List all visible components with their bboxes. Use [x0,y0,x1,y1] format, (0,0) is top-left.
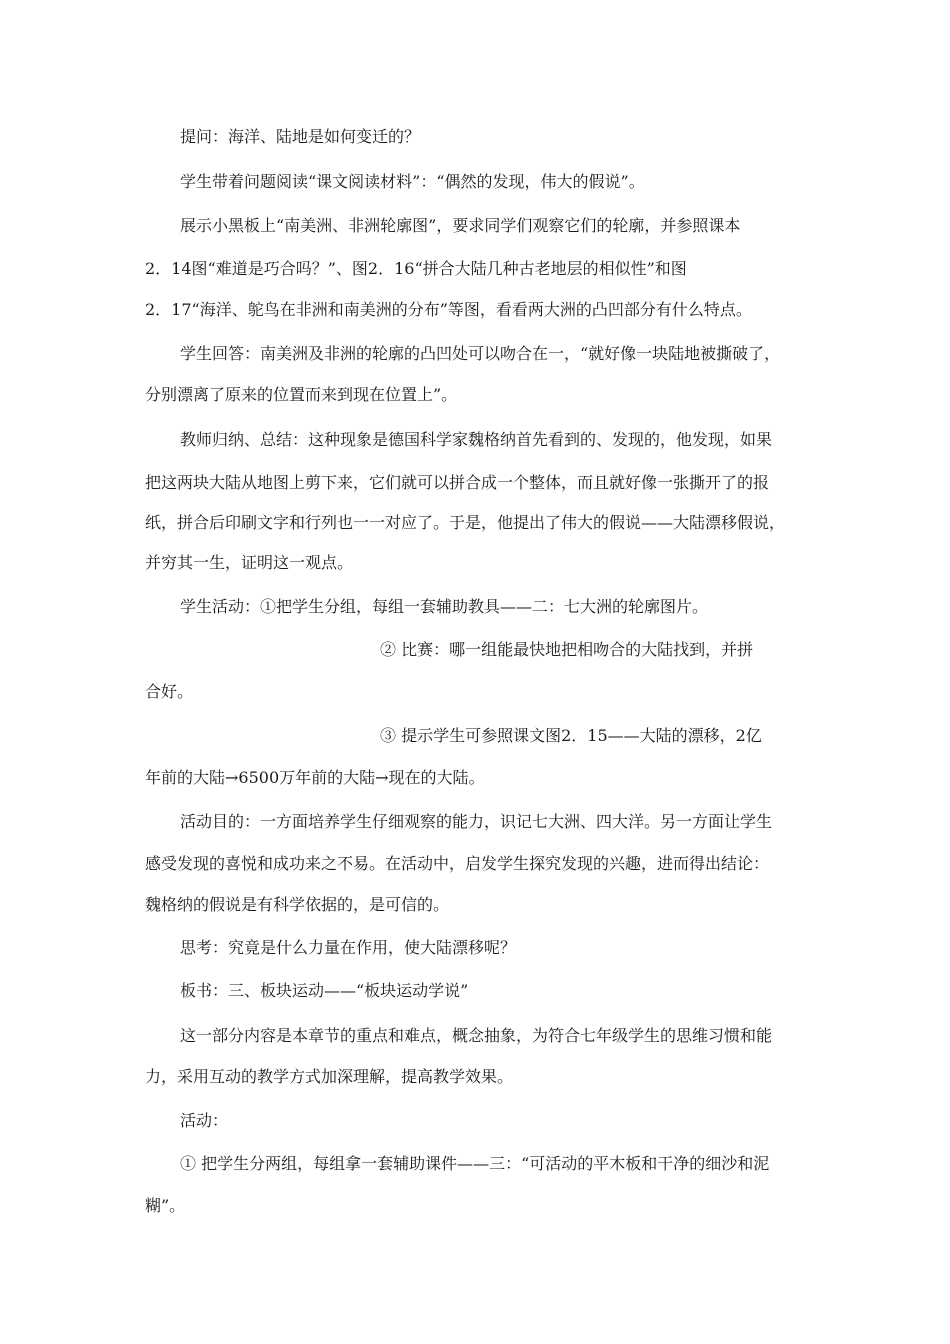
paragraph-answer-line-2: 分别漂离了原来的位置而来到现在位置上”。 [145,385,458,404]
paragraph-hint-line-1: ③ 提示学生可参照课文图2．15——大陆的漂移，2亿 [380,726,762,745]
paragraph-show-line-1: 展示小黑板上“南美洲、非洲轮廓图”，要求同学们观察它们的轮廓，并参照课本 [180,216,741,235]
paragraph-contest-line-2: 合好。 [145,682,194,701]
paragraph-reading: 学生带着问题阅读“课文阅读材料”：“偶然的发现，伟大的假说”。 [180,172,645,191]
paragraph-purpose-line-1: 活动目的：一方面培养学生仔细观察的能力，识记七大洲、四大洋。另一方面让学生 [180,812,773,831]
paragraph-summary-line-4: 并穷其一生，证明这一观点。 [145,553,354,572]
paragraph-show-line-3: 2．17“海洋、鸵鸟在非洲和南美洲的分布”等图，看看两大洲的凸凹部分有什么特点。 [145,300,752,319]
paragraph-groups-line-1: ① 把学生分两组，每组拿一套辅助课件——三：“可活动的平木板和干净的细沙和泥 [180,1154,770,1173]
paragraph-purpose-line-3: 魏格纳的假说是有科学依据的，是可信的。 [145,895,450,914]
paragraph-board: 板书：三、板块运动——“板块运动学说” [180,981,469,1000]
paragraph-activity: 学生活动：①把学生分组，每组一套辅助教具——二：七大洲的轮廓图片。 [180,597,709,616]
paragraph-show-line-2: 2．14图“难道是巧合吗？”、图2．16“拼合大陆几种古老地层的相似性”和图 [145,259,687,278]
paragraph-groups-line-2: 糊”。 [145,1196,186,1215]
paragraph-hint-line-2: 年前的大陆→6500万年前的大陆→现在的大陆。 [145,768,485,787]
paragraph-section-line-1: 这一部分内容是本章节的重点和难点，概念抽象，为符合七年级学生的思维习惯和能 [180,1026,773,1045]
paragraph-purpose-line-2: 感受发现的喜悦和成功来之不易。在活动中，启发学生探究发现的兴趣，进而得出结论： [145,854,770,873]
paragraph-question: 提问：海洋、陆地是如何变迁的？ [180,127,421,146]
paragraph-section-line-2: 力，采用互动的教学方式加深理解，提高教学效果。 [145,1067,514,1086]
paragraph-answer-line-1: 学生回答：南美洲及非洲的轮廓的凸凹处可以吻合在一，“就好像一块陆地被撕破了， [180,344,781,363]
paragraph-think: 思考：究竟是什么力量在作用，使大陆漂移呢？ [180,938,517,957]
paragraph-summary-line-3: 纸，拼合后印刷文字和行列也一一对应了。于是，他提出了伟大的假说——大陆漂移假说， [145,513,786,532]
paragraph-summary-line-1: 教师归纳、总结：这种现象是德国科学家魏格纳首先看到的、发现的，他发现，如果 [180,430,773,449]
paragraph-contest-line-1: ② 比赛：哪一组能最快地把相吻合的大陆找到，并拼 [380,640,754,659]
paragraph-activity-heading: 活动： [180,1111,229,1130]
paragraph-summary-line-2: 把这两块大陆从地图上剪下来，它们就可以拼合成一个整体，而且就好像一张撕开了的报 [145,473,770,492]
